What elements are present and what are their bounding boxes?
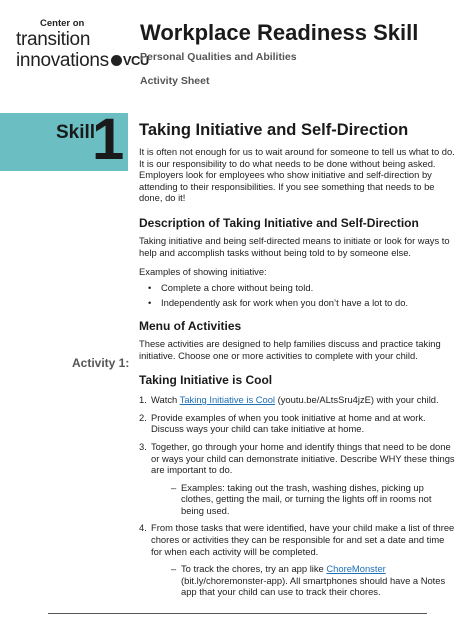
page-subtitle: Personal Qualities and Abilities (140, 51, 297, 63)
menu-body: These activities are designed to help families discuss and practice taking initiative. Choose one or more activities to complete with your child. (139, 337, 441, 361)
list-item: • Complete a chore without being told. (139, 282, 457, 294)
activity-1-label: Activity 1: (72, 356, 130, 370)
skill-number: 1 (92, 107, 125, 172)
footer-divider (48, 613, 427, 614)
step-2 (139, 412, 457, 435)
description-body: Taking initiative and being self-directed means to initiate or look for ways to help and accomplish tasks without being told to by someone else. (139, 234, 450, 258)
choremonster-link[interactable]: ChoreMonster (326, 563, 386, 575)
step-3-example (151, 482, 457, 517)
activity-steps (139, 394, 457, 598)
list-item: • Independently ask for work when you don’t have a lot to do. (139, 297, 457, 309)
skill-badge (0, 107, 128, 172)
step-4-tip (151, 563, 457, 598)
activity-1-title: Taking Initiative is Cool (139, 373, 273, 388)
step-3-number: 3. (139, 440, 147, 452)
menu-heading: Menu of Activities (139, 318, 242, 333)
step-2-number: 2. (139, 411, 147, 423)
section-title: Taking Initiative and Self-Direction (139, 121, 409, 139)
taking-initiative-video-link[interactable]: Taking Initiative is Cool (179, 394, 276, 406)
doc-type-label: Activity Sheet (140, 75, 210, 87)
step-4-number: 4. (139, 522, 147, 534)
step-3-text: Together, go through your home and identify things that need to be done or ways your child can demonstrate initiative. Describe WHY these things are important to do. (151, 440, 455, 476)
step-1-pre: Watch (151, 394, 180, 406)
logo (16, 18, 149, 71)
step-4-pre: To track the chores, try an app like (181, 563, 327, 575)
vcu-seal-icon (111, 55, 122, 66)
logo-line-innovations (16, 50, 149, 71)
main-content (139, 120, 457, 604)
dash-mark: – (171, 563, 177, 575)
step-3 (139, 441, 457, 517)
vcu-text: VCU (122, 53, 149, 68)
intro-paragraph: It is often not enough for us to wait around for someone to tell us what to do. It is our responsibility to do what needs to be done without being asked. Employers look for employees who show initiative and self-direction by attending to their responsibilities. If you see something that needs to be done, do it! (139, 146, 455, 204)
step-2-text: Provide examples of when you took initiative at home and at work. Discuss ways your child can take initiative at home. (151, 411, 426, 435)
description-heading: Description of Taking Initiative and Self-Direction (139, 215, 419, 230)
step-1-number: 1. (139, 394, 147, 406)
examples-intro: Examples of showing initiative: (139, 266, 267, 278)
step-1 (139, 394, 457, 406)
step-4 (139, 522, 457, 598)
step-1-post: (youtu.be/ALtsSru4jzE) with your child. (275, 394, 439, 406)
step-4-post: (bit.ly/choremonster-app). All smartphones should have a Notes app that your child can use to track their chores. (181, 574, 446, 598)
examples-list (139, 282, 457, 309)
logo-center-on: Center on (40, 18, 85, 29)
logo-line-transition: transition (16, 29, 91, 50)
page-title: Workplace Readiness Skill (140, 20, 419, 45)
step-4-text: From those tasks that were identified, have your child make a list of three chores or activities they can be responsible for and set a date and time for when each activity will be completed. (151, 522, 455, 557)
logo-innovations-text: innovations (16, 50, 109, 71)
skill-word: Skill (56, 122, 96, 143)
step-3-example-text: Examples: taking out the trash, washing dishes, picking up clothes, getting the mail, or turning the lights off in rooms not being used. (181, 481, 432, 516)
dash-mark: – (171, 481, 177, 493)
